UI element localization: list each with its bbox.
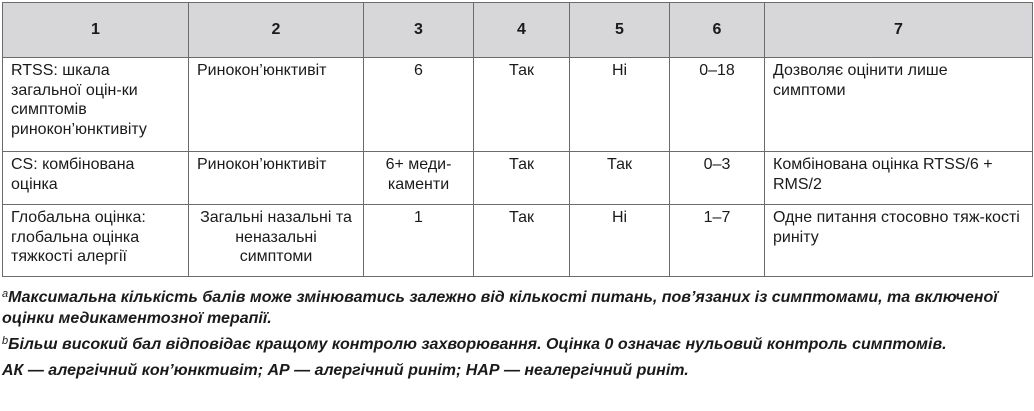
header-cell-2: 2	[189, 3, 364, 58]
footnote-text: Більш високий бал відповідає кращому контролю захворювання. Оцінка 0 означає нульовий контроль симптомів.	[8, 336, 947, 353]
cell-validated: Так	[474, 152, 570, 205]
header-cell-7: 7	[765, 3, 1033, 58]
header-cell-3: 3	[364, 3, 474, 58]
header-cell-4: 4	[474, 3, 570, 58]
header-cell-5: 5	[570, 3, 670, 58]
header-cell-1: 1	[3, 3, 189, 58]
cell-comment: Дозволяє оцінити лише симптоми	[765, 58, 1033, 152]
cell-validated: Так	[474, 205, 570, 277]
header-cell-6: 6	[670, 3, 765, 58]
footnote-text: Максимальна кількість балів може змінюватись залежно від кількості питань, пов’язаних із симптомами, та включеної оцінки медикаментозної терапії.	[2, 289, 998, 327]
footnote-abbreviations	[2, 360, 1032, 381]
footnote-text: АК — алергічний кон’юнктивіт; АР — алергічний риніт; НАР — неалергічний риніт.	[2, 362, 689, 379]
cell-range: 1–7	[670, 205, 765, 277]
footnote-mark: b	[2, 335, 9, 347]
cell-mid: Так	[570, 152, 670, 205]
footnote-mark: a	[2, 288, 9, 300]
cell-comment: Комбінована оцінка RTSS/6 + RMS/2	[765, 152, 1033, 205]
cell-range: 0–3	[670, 152, 765, 205]
table-row	[3, 58, 1033, 152]
cell-scale-name: RTSS: шкала загальної оцін-ки симптомів ринокон’юнктивіту	[3, 58, 189, 152]
footnote-b	[2, 334, 1032, 355]
table-header-row	[3, 3, 1033, 58]
cell-scale-name: Глобальна оцінка: глобальна оцінка тяжкості алергії	[3, 205, 189, 277]
cell-target: Ринокон’юнктивіт	[189, 152, 364, 205]
cell-scale-name: CS: комбінована оцінка	[3, 152, 189, 205]
cell-mid: Ні	[570, 58, 670, 152]
cell-target: Загальні назальні та неназальні симптоми	[189, 205, 364, 277]
table-footnotes	[2, 287, 1032, 386]
cell-items: 6	[364, 58, 474, 152]
cell-range: 0–18	[670, 58, 765, 152]
cell-validated: Так	[474, 58, 570, 152]
cell-target: Ринокон’юнктивіт	[189, 58, 364, 152]
scores-table	[2, 2, 1033, 277]
cell-items: 6+ меди-каменти	[364, 152, 474, 205]
table-row	[3, 205, 1033, 277]
cell-items: 1	[364, 205, 474, 277]
footnote-a	[2, 287, 1032, 329]
cell-mid: Ні	[570, 205, 670, 277]
cell-comment: Одне питання стосовно тяж-кості риніту	[765, 205, 1033, 277]
table-row	[3, 152, 1033, 205]
